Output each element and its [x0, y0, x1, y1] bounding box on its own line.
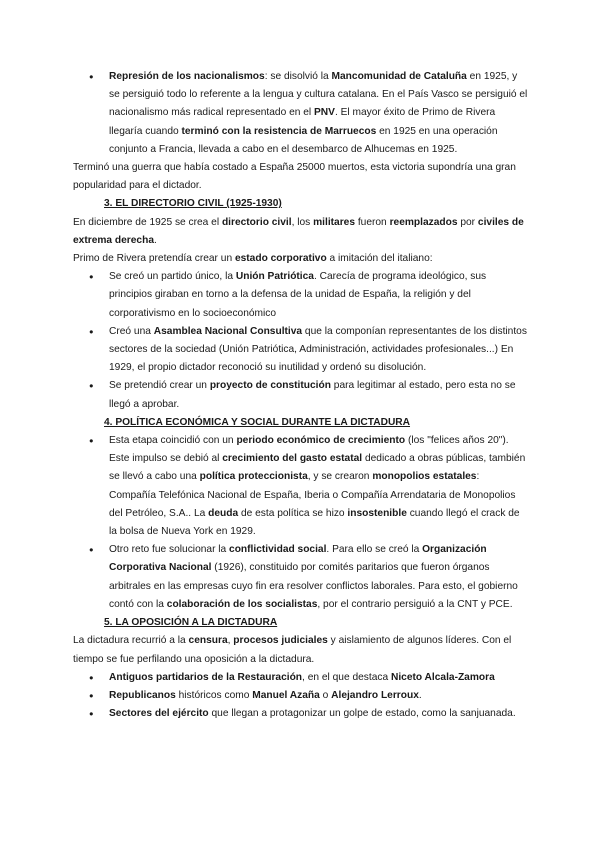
text-run: de esta política se hizo [238, 507, 348, 519]
list-item [73, 68, 529, 159]
list-item [73, 377, 529, 413]
bold-text: colaboración de los socialistas [166, 598, 318, 610]
text-run: que la componían representantes de los distintos sectores de la sociedad (Unión Patriótica, Administración, actividades profesionales...) En 1929, el propio dictador reconoció su inutilidad y ordenó su disolución. [109, 325, 527, 374]
bold-text: política proteccionista [199, 471, 308, 483]
text-run: para legitimar al estado, pero esta no se llegó a aprobar. [109, 380, 516, 410]
bold-text: Niceto Alcala-Zamora [390, 671, 495, 683]
section5-list [73, 669, 529, 724]
text-run: Otro reto fue solucionar la [109, 544, 230, 556]
bold-text: monopolios estatales [372, 471, 477, 483]
bold-text: Mancomunidad de Cataluña [331, 71, 467, 82]
text-run: . [418, 689, 422, 701]
text-run: Se creó un partido único, la [109, 271, 236, 283]
text-run: en 1925 en una operación conjunto a Francia, llevada a cabo en el desembarco de Alhucemas en 1925. [109, 125, 498, 155]
list-item [73, 323, 529, 378]
text-run: fueron [355, 216, 390, 228]
bold-text: Unión Patriótica [235, 271, 314, 283]
section3-list [73, 268, 529, 414]
bold-text: periodo económico de crecimiento [236, 435, 406, 447]
text-run: a imitación del italiano: [326, 253, 433, 265]
section-heading-directorio-civil: 3. EL DIRECTORIO CIVIL (1925-1930) [104, 198, 282, 210]
section4-list [73, 432, 529, 614]
text-run: . Carecía de programa ideológico, sus principios giraban en torno a la defensa de la unidad de España, la religión y del corporativismo en lo socioeconómico [109, 271, 487, 319]
bold-text: censura [188, 635, 228, 647]
text-run: Esta etapa coincidió con un [109, 435, 237, 447]
text-run: y aislamiento de algunos líderes. Con el tiempo se fue perfilando una oposición a la dictadura. [73, 635, 512, 665]
bold-text: procesos judiciales [233, 635, 328, 647]
bold-text: terminó con la resistencia de Marruecos [181, 125, 377, 137]
bold-text: Antiguos partidarios de la Restauración [109, 671, 303, 683]
text-run: Creó una [109, 325, 154, 337]
text-run: dedicado a obras públicas, también se llevó a cabo una [109, 453, 526, 483]
section-heading-politica-economica: 4. POLÍTICA ECONÓMICA Y SOCIAL DURANTE LA DICTADURA [104, 416, 411, 428]
bold-text: crecimiento del gasto estatal [222, 453, 363, 465]
list-item [73, 705, 529, 723]
text-run: , y se crearon [307, 471, 373, 483]
text-run: La dictadura recurrió a la [73, 635, 189, 647]
bold-text: militares [313, 216, 355, 228]
text-run: por [457, 216, 478, 228]
text-run: Se pretendió crear un [109, 380, 210, 392]
text-run: (1926), constituido por comités paritarios que fueron órganos arbitrales en las empresas cuyo fin era resolver conflictos laborales. Para esto, el gobierno contó con la [109, 562, 518, 610]
text-run: Primo de Rivera pretendía crear un [73, 253, 235, 265]
text-run: : se disolvió la [264, 71, 332, 82]
text-run: (los "felices años 20"). Este impulso se debió al [109, 435, 509, 465]
text-run: en 1925, y se persiguió todo lo referente a la lengua y cultura catalana. En el País Vasco se persiguió el nacionalismo más radical representado en el [109, 71, 528, 119]
bold-text: reemplazados [389, 216, 458, 228]
bold-text: insostenible [347, 507, 407, 519]
text-run: Terminó una guerra que había costado a España 25000 muertos, esta victoria supondría una gran popularidad para el dictador. [73, 162, 516, 192]
list-item [73, 541, 529, 614]
bold-text: estado corporativo [234, 253, 327, 265]
bold-text: Represión de los nacionalismos [109, 71, 265, 82]
text-run: que llegan a protagonizar un golpe de estado, como la sanjuanada. [208, 708, 516, 720]
paragraph [73, 159, 529, 195]
section-heading-oposicion: 5. LA OPOSICIÓN A LA DICTADURA [104, 617, 278, 629]
paragraph [73, 250, 529, 268]
bold-text: Sectores del ejército [109, 708, 209, 720]
bold-text: conflictividad social [229, 544, 327, 556]
bold-text: Organización Corporativa Nacional [109, 544, 487, 574]
bold-text: proyecto de constitución [209, 380, 331, 392]
text-run: o [319, 689, 332, 701]
text-run: En diciembre de 1925 se crea el [73, 216, 222, 228]
bold-text: directorio civil [221, 216, 292, 228]
list-item [73, 432, 529, 541]
bold-text: civiles de extrema derecha [73, 216, 524, 246]
text-run: . [153, 234, 157, 246]
text-run: , los [291, 216, 314, 228]
paragraph [73, 214, 529, 250]
bold-text: Alejandro Lerroux [331, 689, 419, 701]
text-run: cuando llegó el crack de la bolsa de Nueva York en 1929. [109, 507, 520, 538]
section2-list [73, 68, 529, 159]
text-run: históricos como [175, 689, 253, 701]
text-run: , en el que destaca [302, 671, 391, 683]
text-run: : Compañía Telefónica Nacional de España, Iberia o Compañía Arrendataria de Monopolios del Petróleo, S.A.. La [109, 471, 516, 519]
bold-text: Manuel Azaña [252, 689, 320, 701]
list-item [73, 687, 529, 705]
bold-text: deuda [208, 507, 239, 519]
text-run: . Para ello se creó la [326, 544, 423, 556]
document-body [73, 68, 529, 723]
list-item [73, 669, 529, 687]
text-run: , por el contrario persiguió a la CNT y PCE. [317, 598, 513, 610]
paragraph [73, 632, 529, 668]
bold-text: PNV [314, 107, 335, 119]
text-run: . El mayor éxito de Primo de Rivera llegaría cuando [109, 107, 496, 137]
list-item [73, 268, 529, 323]
bold-text: Republicanos [109, 689, 176, 701]
bold-text: Asamblea Nacional Consultiva [153, 325, 303, 337]
text-run: , [227, 635, 234, 647]
